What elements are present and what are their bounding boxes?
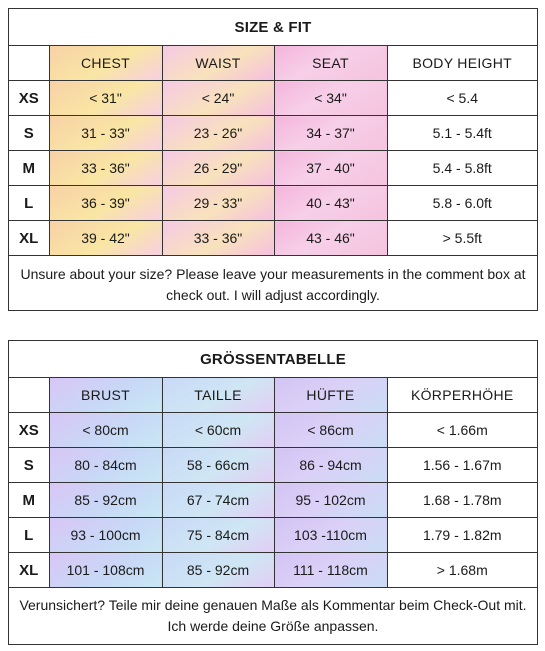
size-table	[9, 46, 537, 314]
huefte-cell: 103 -110cm	[274, 518, 387, 553]
table-row	[9, 151, 537, 186]
table-row	[9, 221, 537, 256]
koerperhoehe-cell: < 1.66m	[387, 413, 537, 448]
header-koerperhoehe: KÖRPERHÖHE	[387, 378, 537, 413]
seat-cell: 34 - 37"	[274, 116, 387, 151]
size-label: XL	[9, 553, 49, 588]
taille-cell: 67 - 74cm	[162, 483, 274, 518]
brust-cell: 85 - 92cm	[49, 483, 162, 518]
body-height-cell: > 5.5ft	[387, 221, 537, 256]
size-fit-chart	[8, 8, 538, 311]
waist-cell: 29 - 33"	[162, 186, 274, 221]
table-row	[9, 413, 537, 448]
huefte-cell: 86 - 94cm	[274, 448, 387, 483]
chart-title: SIZE & FIT	[9, 9, 537, 46]
brust-cell: 93 - 100cm	[49, 518, 162, 553]
header-waist: WAIST	[162, 46, 274, 81]
size-label: XL	[9, 221, 49, 256]
body-height-cell: 5.4 - 5.8ft	[387, 151, 537, 186]
header-row	[9, 378, 537, 413]
header-brust: BRUST	[49, 378, 162, 413]
koerperhoehe-cell: 1.68 - 1.78m	[387, 483, 537, 518]
header-empty-cell	[9, 46, 49, 81]
chest-cell: 36 - 39"	[49, 186, 162, 221]
size-label: L	[9, 186, 49, 221]
body-height-cell: < 5.4	[387, 81, 537, 116]
chest-cell: < 31"	[49, 81, 162, 116]
size-table	[9, 378, 537, 643]
header-empty-cell	[9, 378, 49, 413]
body-height-cell: 5.1 - 5.4ft	[387, 116, 537, 151]
size-label: M	[9, 151, 49, 186]
size-note: Verunsichert? Teile mir deine genauen Maße als Kommentar beim Check-Out mit. Ich werde deine Größe anpassen.	[19, 596, 527, 634]
size-label: S	[9, 448, 49, 483]
huefte-cell: 95 - 102cm	[274, 483, 387, 518]
table-row	[9, 81, 537, 116]
header-chest: CHEST	[49, 46, 162, 81]
size-label: M	[9, 483, 49, 518]
taille-cell: 75 - 84cm	[162, 518, 274, 553]
size-label: S	[9, 116, 49, 151]
header-huefte: HÜFTE	[274, 378, 387, 413]
waist-cell: 26 - 29"	[162, 151, 274, 186]
size-label: XS	[9, 81, 49, 116]
koerperhoehe-cell: > 1.68m	[387, 553, 537, 588]
size-note: Unsure about your size? Please leave your measurements in the comment box at check out. I will adjust accordingly.	[20, 266, 526, 303]
header-taille: TAILLE	[162, 378, 274, 413]
seat-cell: 40 - 43"	[274, 186, 387, 221]
body-height-cell: 5.8 - 6.0ft	[387, 186, 537, 221]
size-label: L	[9, 518, 49, 553]
table-row	[9, 483, 537, 518]
header-seat: SEAT	[274, 46, 387, 81]
waist-cell: < 24"	[162, 81, 274, 116]
table-row	[9, 518, 537, 553]
table-row	[9, 116, 537, 151]
seat-cell: 43 - 46"	[274, 221, 387, 256]
table-row	[9, 553, 537, 588]
waist-cell: 33 - 36"	[162, 221, 274, 256]
huefte-cell: < 86cm	[274, 413, 387, 448]
chart-title: GRÖSSENTABELLE	[9, 341, 537, 378]
taille-cell: 85 - 92cm	[162, 553, 274, 588]
koerperhoehe-cell: 1.56 - 1.67m	[387, 448, 537, 483]
chest-cell: 39 - 42"	[49, 221, 162, 256]
brust-cell: < 80cm	[49, 413, 162, 448]
chest-cell: 31 - 33"	[49, 116, 162, 151]
seat-cell: < 34"	[274, 81, 387, 116]
size-label: XS	[9, 413, 49, 448]
header-body-height: BODY HEIGHT	[387, 46, 537, 81]
chest-cell: 33 - 36"	[49, 151, 162, 186]
seat-cell: 37 - 40"	[274, 151, 387, 186]
table-row	[9, 448, 537, 483]
waist-cell: 23 - 26"	[162, 116, 274, 151]
groessentabelle-chart	[8, 340, 538, 645]
huefte-cell: 111 - 118cm	[274, 553, 387, 588]
header-row	[9, 46, 537, 81]
koerperhoehe-cell: 1.79 - 1.82m	[387, 518, 537, 553]
brust-cell: 101 - 108cm	[49, 553, 162, 588]
taille-cell: < 60cm	[162, 413, 274, 448]
table-row	[9, 186, 537, 221]
brust-cell: 80 - 84cm	[49, 448, 162, 483]
taille-cell: 58 - 66cm	[162, 448, 274, 483]
